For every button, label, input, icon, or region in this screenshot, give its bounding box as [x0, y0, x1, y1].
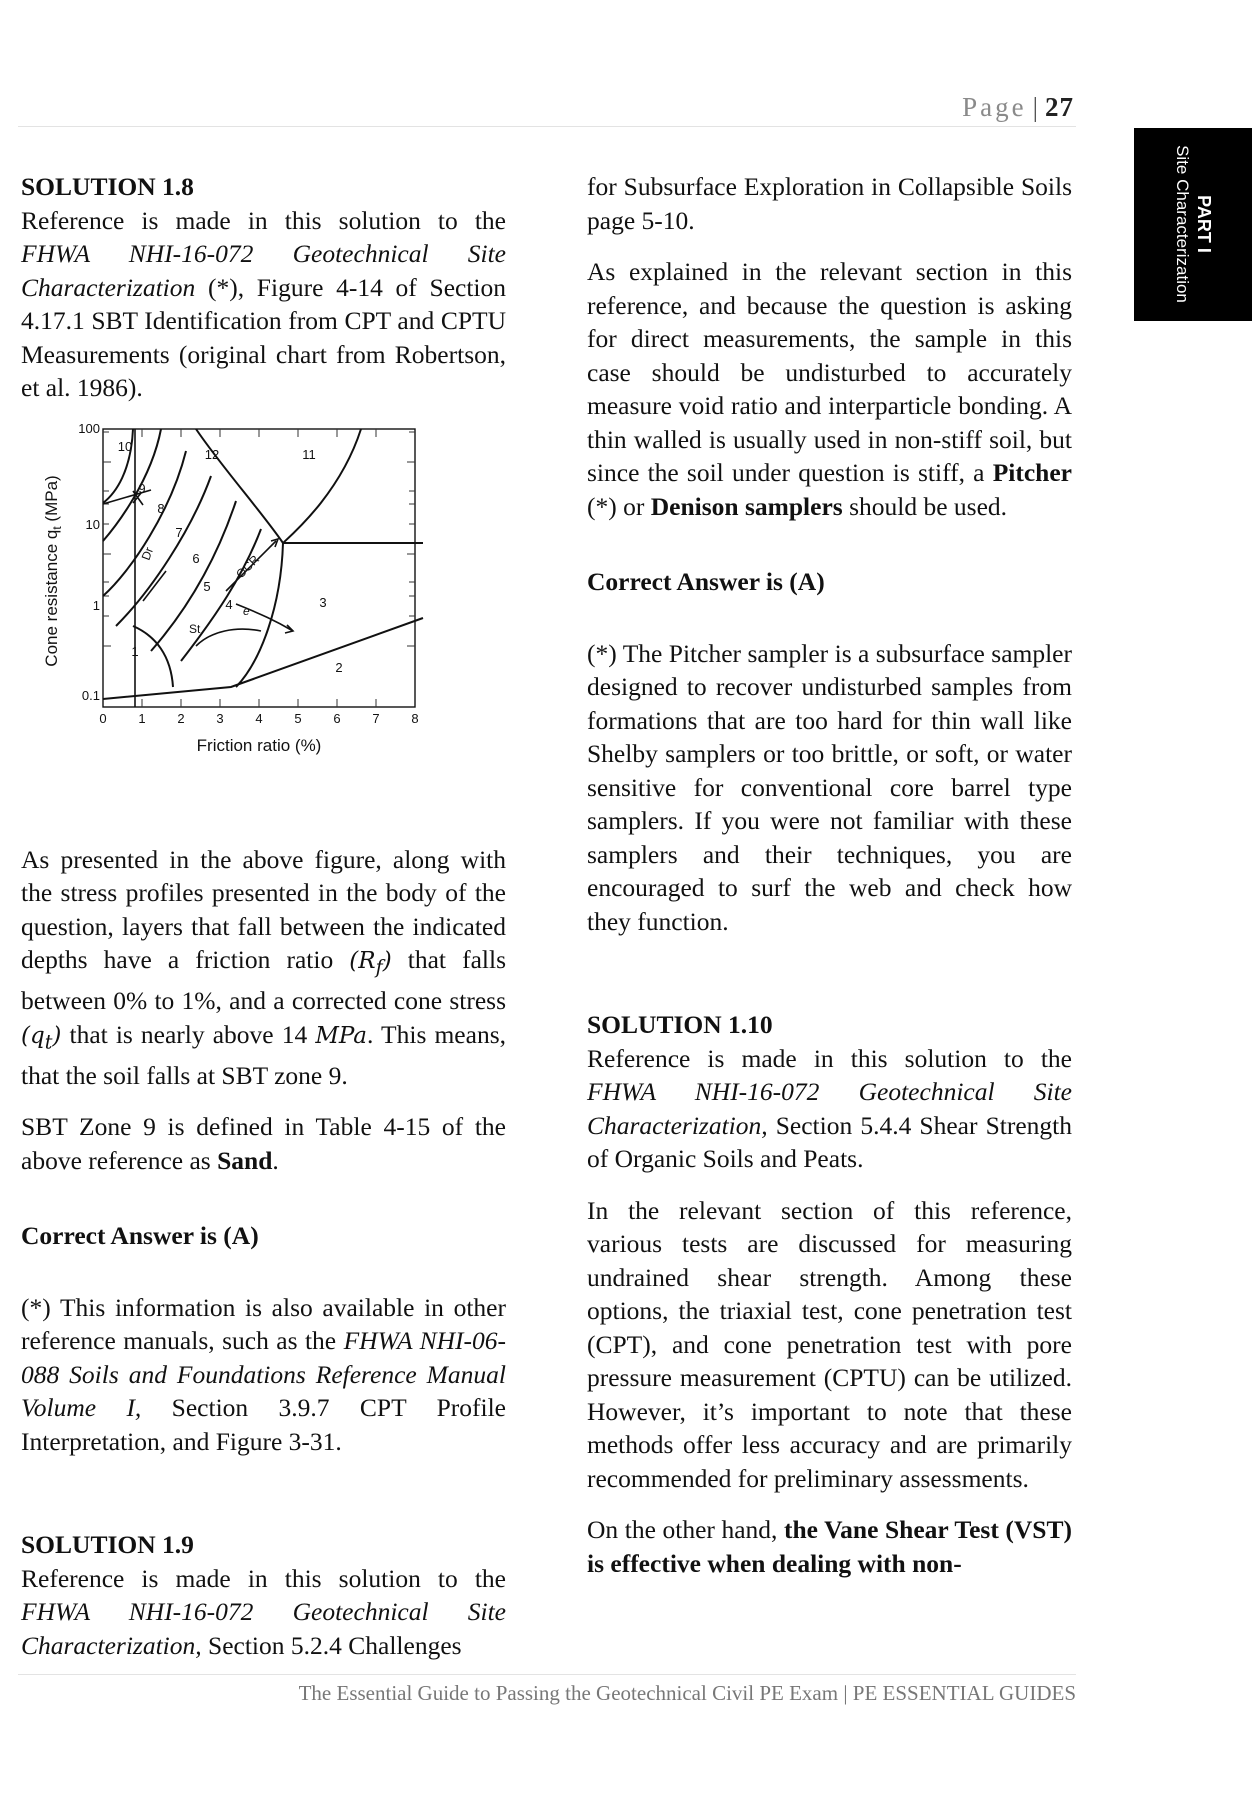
zone-8-label: 8 — [157, 500, 165, 516]
solution-1-10-title: SOLUTION 1.10 — [587, 1010, 773, 1039]
zone-4-label: 4 — [225, 596, 233, 612]
chart-frame — [103, 429, 415, 707]
sbt-chart-svg — [21, 411, 506, 811]
solution-1-9-answer: Correct Answer is (A) — [587, 567, 825, 596]
zone-12-label: 12 — [204, 446, 220, 462]
x-tick-3: 3 — [216, 710, 224, 726]
solution-1-9-reference-cont: for Subsurface Exploration in Collapsible Soils page 5-10. — [587, 172, 1072, 235]
solution-1-10-explanation: In the relevant section of this reference, various tests are discussed for measuring undrained shear strength. Among these options, the triaxial test, cone penetration test (CPT), and cone penetration test with pore pressure measurement (CPTU) can be utilized. However, it’s important to note that these methods offer less accuracy and are primarily recommended for preliminary assessments. — [587, 1195, 1072, 1493]
zone-3-label: 3 — [319, 594, 327, 610]
y-tick-10: 10 — [85, 516, 100, 532]
x-tick-1: 1 — [138, 710, 146, 726]
footer-rule — [18, 1674, 1076, 1675]
solution-1-9-explanation: As explained in the relevant section in this reference, and because the question is asking for direct measurements, the sample in this case should be undisturbed to accurately measure void ratio and interparticle bonding. A thin walled is usually used in non-stiff soil, but since the soil under question is stiff, a Pitcher (*) or Denison samplers should be used. — [587, 257, 1072, 521]
solution-1-9-note: (*) The Pitcher sampler is a subsurface sampler designed to recover undisturbed samples from formations that are too hard for thin wall like Shelby samplers or too brittle, or soft, or water sensitive for conventional core barrel type samplers. If you were not familiar with these samplers and their techniques, you are encouraged to surf the web and check how they function. — [587, 638, 1072, 936]
page-footer: The Essential Guide to Passing the Geotechnical Civil PE Exam | PE ESSENTIAL GUIDES — [298, 1681, 1076, 1705]
x-tick-2: 2 — [177, 710, 185, 726]
annotation-st: St — [189, 621, 201, 636]
solution-1-8-explanation: As presented in the above figure, along with the stress profiles presented in the body of the question, layers that fall between the indicated depths have a friction ratio $(R_f)$ that falls between 0% to 1%, and a corrected cone stress $(q_t)$ that is nearly above 14 MPa. This means, that the soil falls at SBT zone 9. — [21, 844, 506, 1090]
right-column — [587, 170, 1072, 1598]
zone-boundaries — [103, 429, 423, 699]
x-tick-8: 8 — [411, 710, 419, 726]
left-column — [21, 170, 506, 1662]
annotation-e: e — [243, 603, 250, 618]
solution-1-9-title: SOLUTION 1.9 — [21, 1530, 194, 1560]
x-axis-title: Friction ratio (%) — [196, 735, 322, 755]
solution-1-8-answer: Correct Answer is (A) — [21, 1221, 259, 1251]
zone-1-label: 1 — [131, 643, 139, 659]
zone-5-label: 5 — [203, 578, 211, 594]
zone-9-label: 9 — [138, 480, 146, 496]
boundary-11 — [283, 429, 361, 543]
solution-1-8-note: (*) This information is also available in other reference manuals, such as the FHWA NHI-06-088 Soils and Foundations Reference Manual Volume I, Section 3.9.7 CPT Profile Interpretation, and Figure 3-31. — [21, 1292, 506, 1456]
annotation-dr: Dr — [138, 544, 157, 562]
zone-2-label: 2 — [335, 659, 343, 675]
part-section-label: Site Characterization — [1173, 145, 1192, 303]
solution-1-8-title: SOLUTION 1.8 — [21, 172, 194, 201]
solution-1-9-reference: Reference is made in this solution to the FHWA NHI-16-072 Geotechnical Site Characterization, Section 5.2.4 Challenges — [21, 1563, 506, 1660]
header-rule — [18, 126, 1076, 127]
solution-1-8-reference: Reference is made in this solution to the FHWA NHI-16-072 Geotechnical Site Characterization (*), Figure 4-14 of Section 4.17.1 SBT Identification from CPT and CPTU Measurements (original chart from Robertson, et al. 1986). — [21, 205, 506, 402]
zone-7-label: 7 — [175, 524, 183, 540]
x-tick-5: 5 — [294, 710, 302, 726]
y-tick-1: 1 — [92, 597, 100, 613]
page-number-header — [962, 92, 1074, 123]
page-number: 27 — [1045, 92, 1074, 122]
zone-11-label: 11 — [302, 446, 316, 462]
solution-1-8-zone-definition: SBT Zone 9 is defined in Table 4-15 of the above reference as Sand. — [21, 1112, 506, 1175]
x-tick-4: 4 — [255, 710, 263, 726]
boundary-zone-2 — [103, 618, 423, 699]
y-tick-0-1: 0.1 — [81, 687, 100, 703]
page-separator: | — [1032, 92, 1041, 122]
annotation-arrows — [103, 429, 293, 707]
page-word: Page — [962, 92, 1027, 122]
part-side-tab — [1134, 128, 1252, 321]
y-axis-title: Cone resistance $q_t$ (MPa) — [42, 474, 64, 667]
annotation-ocr: OCR — [233, 551, 262, 581]
x-tick-6: 6 — [333, 710, 341, 726]
part-label: PART I — [1194, 195, 1214, 253]
annotation-labels — [139, 545, 263, 636]
x-tick-0: 0 — [99, 710, 107, 726]
boundary-zone-1 — [133, 626, 173, 687]
solution-1-10-vst: On the other hand, the Vane Shear Test (VST) is effective when dealing with non- — [587, 1515, 1072, 1578]
solution-1-10-reference: Reference is made in this solution to the FHWA NHI-16-072 Geotechnical Site Characterization, Section 5.4.4 Shear Strength of Organic Soils and Peats. — [587, 1043, 1072, 1173]
sbt-chart — [21, 411, 506, 811]
zone-6-label: 6 — [192, 550, 200, 566]
y-tick-100: 100 — [78, 420, 100, 436]
zone-10-label: 10 — [117, 438, 133, 454]
x-tick-7: 7 — [372, 710, 380, 726]
